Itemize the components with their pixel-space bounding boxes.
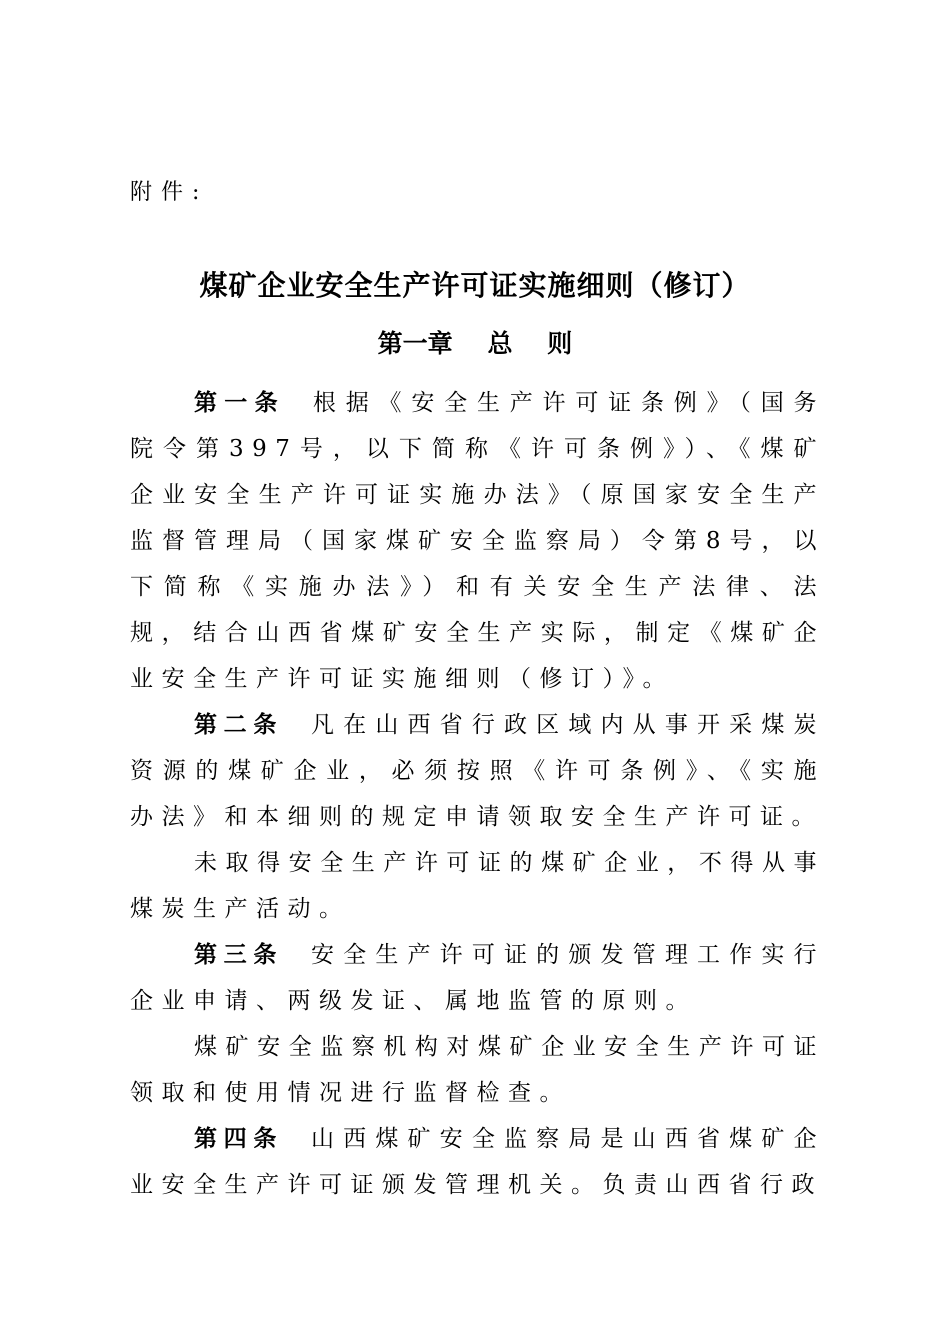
article-text: 安全生产许可证的颁发管理工作实行企业申请、两级发证、属地监管的原则。 [130,942,825,1014]
article-label: 第二条 [194,711,283,738]
article-text: 凡在山西省行政区域内从事开采煤炭资源的煤矿企业，必须按照《许可条例》、《实施办法》和本细则的规定申请领取安全生产许可证。 [130,712,825,830]
article-label: 第一条 [194,389,285,416]
article-paragraph [130,932,825,1024]
article-text: 根据《安全生产许可证条例》（国务院令第397号，以下简称《许可条例》）、《煤矿企业安全生产许可证实施办法》（原国家安全生产监督管理局（国家煤矿安全监察局）令第8号，以下简称《实施办法》）和有关安全生产法律、法规，结合山西省煤矿安全生产实际，制定《煤矿企业安全生产许可证实施细则（修订）》。 [130,390,826,692]
article-text: 煤矿安全监察机构对煤矿企业安全生产许可证领取和使用情况进行监督检查。 [130,1034,825,1106]
chapter-heading: 第一章 总 则 [377,329,573,358]
article-text: 未取得安全生产许可证的煤矿企业，不得从事煤炭生产活动。 [130,850,825,922]
attachment-label: 附件: [130,180,209,205]
document-title: 煤矿企业安全生产许可证实施细则（修订） [199,269,751,302]
article-paragraph [130,702,825,840]
document-body [130,380,825,1208]
article-paragraph [130,1116,825,1208]
article-label: 第三条 [194,941,283,968]
article-paragraph [130,380,825,702]
article-text: 山西煤矿安全监察局是山西省煤矿企业安全生产许可证颁发管理机关。负责山西省行政 [130,1126,825,1198]
article-paragraph [130,840,825,932]
article-paragraph [130,1024,825,1116]
article-label: 第四条 [194,1125,283,1152]
